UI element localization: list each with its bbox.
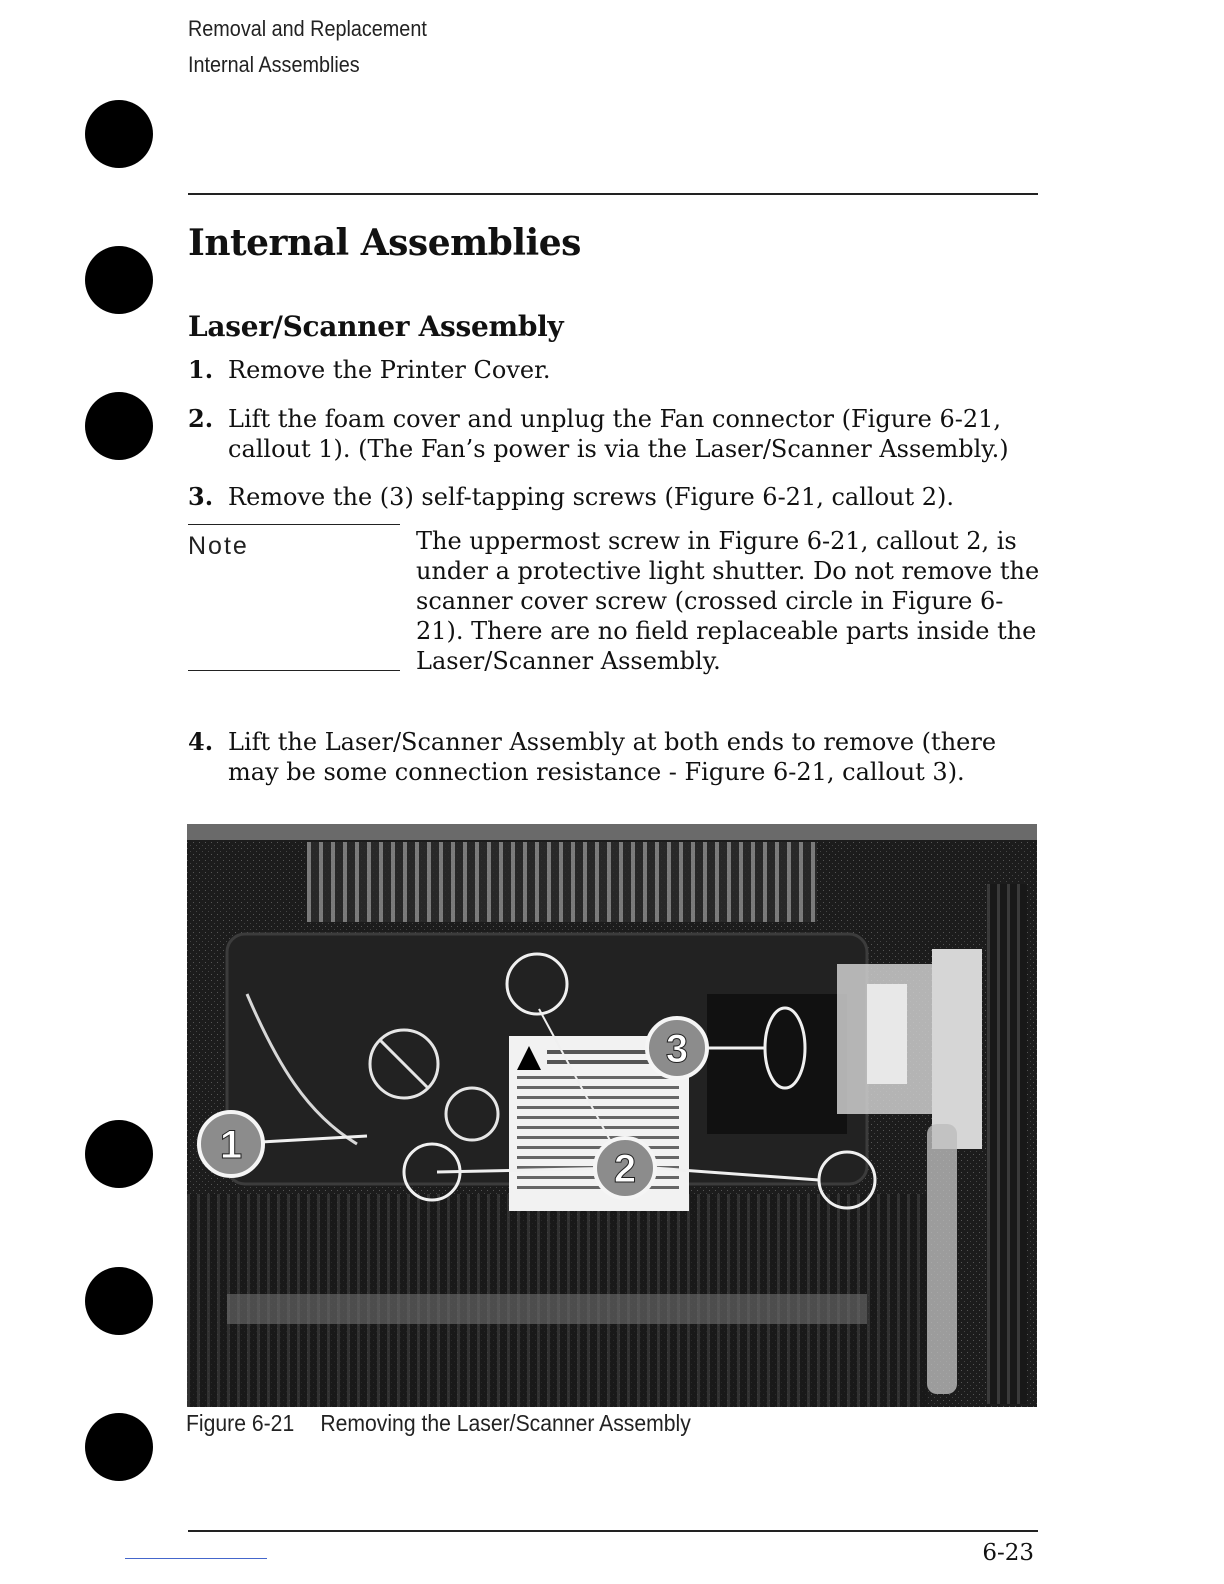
step-text: Lift the foam cover and unplug the Fan connector (Figure 6-21, callout 1). (The Fan’s power is via the Laser/Scanner Assembly.) <box>228 405 1009 463</box>
figure-caption <box>186 1410 691 1437</box>
step-number: 3. <box>188 482 214 511</box>
binder-hole <box>85 1120 153 1188</box>
figure-caption-label: Figure 6-21 <box>186 1410 295 1436</box>
section-subtitle: Laser/Scanner Assembly <box>188 310 564 343</box>
figure-6-21-photo <box>187 824 1037 1407</box>
callout-2-label: 2 <box>613 1147 637 1191</box>
step-text: Lift the Laser/Scanner Assembly at both ends to remove (there may be some connection resistance - Figure 6-21, callout 3). <box>228 728 997 786</box>
step-number: 2. <box>188 404 214 433</box>
step-text: Remove the Printer Cover. <box>228 356 551 384</box>
binder-hole <box>85 246 153 314</box>
header-rule <box>188 193 1038 195</box>
callout-3-label: 3 <box>665 1027 689 1071</box>
step-1 <box>188 355 1048 385</box>
page-number: 6-23 <box>982 1540 1034 1566</box>
binder-hole <box>85 1413 153 1481</box>
step-text: Remove the (3) self-tapping screws (Figure 6-21, callout 2). <box>228 483 955 511</box>
binder-hole <box>85 100 153 168</box>
callout-2 <box>595 1138 655 1198</box>
callout-1-label: 1 <box>219 1123 243 1167</box>
note-label: Note <box>188 532 249 560</box>
footer-link-underline <box>125 1558 267 1559</box>
running-header-chapter: Removal and Replacement <box>188 16 427 41</box>
page-title: Internal Assemblies <box>188 222 581 264</box>
step-number: 4. <box>188 727 214 756</box>
note-text: The uppermost screw in Figure 6-21, callout 2, is under a protective light shutter. Do not remove the scanner cover screw (crossed circle in Figure 6-21). There are no field replaceable parts inside the Laser/Scanner Assembly. <box>416 527 1040 675</box>
note-bottom-rule <box>188 670 400 671</box>
running-header-section: Internal Assemblies <box>188 52 360 77</box>
step-2 <box>188 404 1048 464</box>
note-top-rule <box>188 524 400 525</box>
callout-1 <box>199 1112 263 1176</box>
binder-hole <box>85 392 153 460</box>
step-number: 1. <box>188 355 214 384</box>
step-3 <box>188 482 1048 512</box>
printer-internals-illustration <box>187 824 1037 1407</box>
footer-rule <box>188 1530 1038 1532</box>
step-4 <box>188 727 1048 787</box>
figure-caption-text: Removing the Laser/Scanner Assembly <box>320 1410 691 1436</box>
binder-hole <box>85 1267 153 1335</box>
callout-3 <box>647 1018 707 1078</box>
